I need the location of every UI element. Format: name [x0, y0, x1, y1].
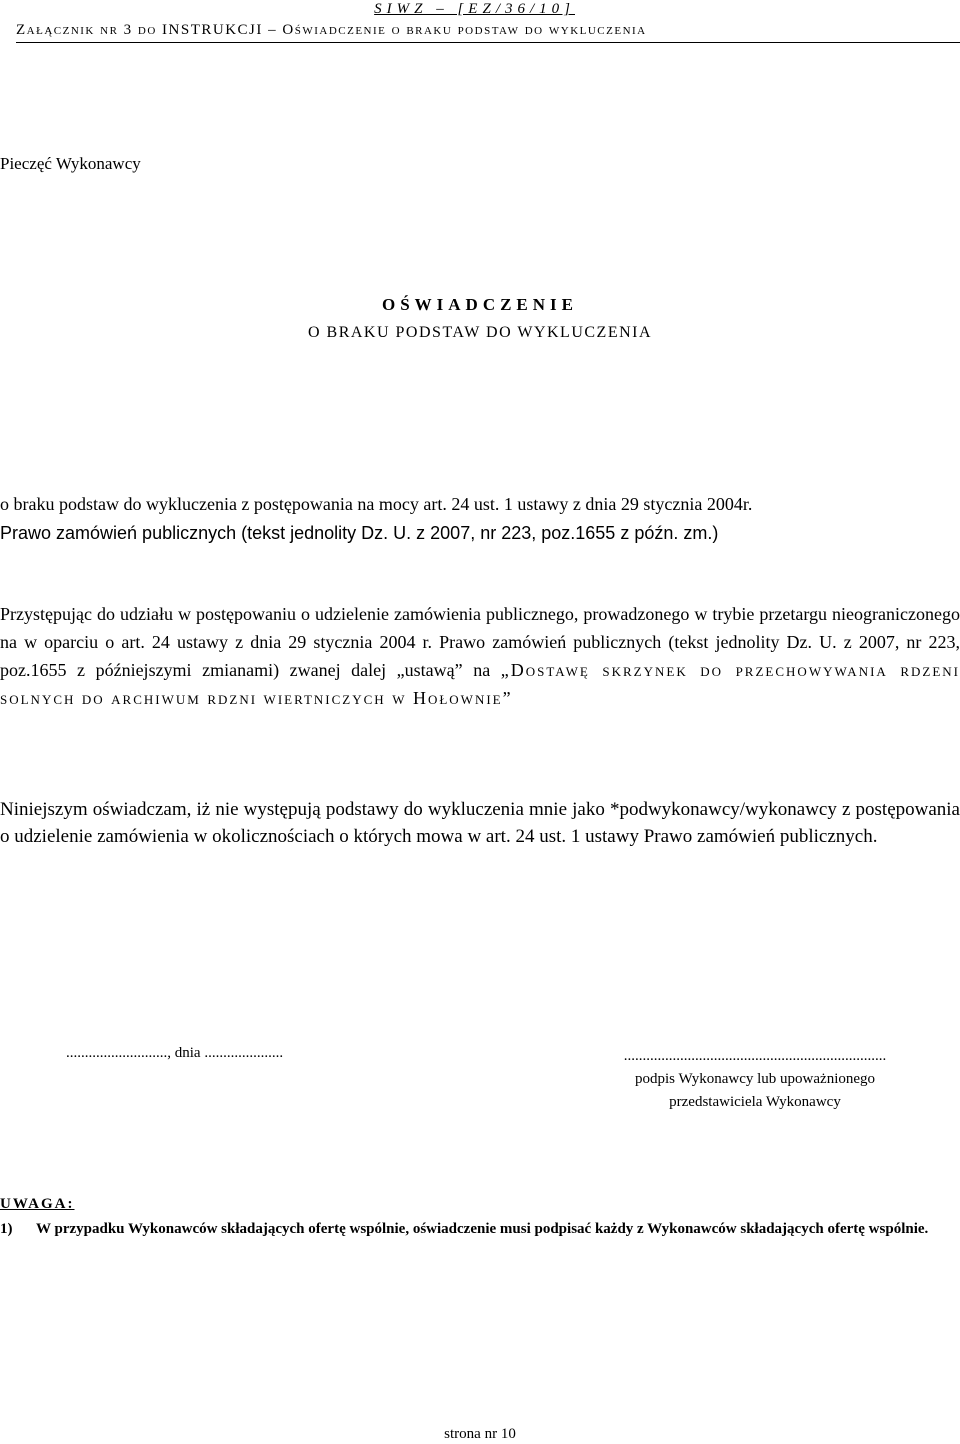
legal-basis-line-2: Prawo zamówień publicznych (tekst jednolity Dz. U. z 2007, nr 223, poz.1655 z późn. zm.) — [0, 523, 719, 543]
declaration-paragraph: Niniejszym oświadczam, iż nie występują podstawy do wykluczenia mnie jako *podwykonawcy/wykonawcy z postępowania o udzielenie zamówienia w okolicznościach o których mowa w art. 24 ust. 1 ustawy Prawo zamówień publicznych. — [0, 799, 960, 847]
page-number: strona nr 10 — [444, 1426, 516, 1442]
contractor-stamp-label: Pieczęć Wykonawcy — [0, 154, 141, 173]
procurement-subject: „Dostawę skrzynek do przechowywania rdzeni solnych do archiwum rdzni wiertniczych w Hołownie” — [0, 660, 960, 708]
note-item — [0, 1218, 960, 1241]
note-item-number: 1) — [0, 1221, 13, 1237]
signature-dots: ...................................................................... — [623, 1048, 887, 1064]
legal-basis-paragraph — [0, 490, 960, 548]
participation-text: Przystępując do udziału w postępowaniu o udzielenie zamówienia publicznego, prowadzonego w trybie przetargu nieograniczonego na w oparciu o art. 24 ustawy z dnia 29 stycznia 2004 r. Prawo zamówień publicznych (tekst jednolity Dz. U. z 2007, nr 223, poz.1655 z późniejszymi zmianami) zwanej dalej „ustawą” na — [0, 604, 960, 680]
note-label: UWAGA: — [0, 1196, 75, 1212]
attachment-header: Załącznik nr 3 do INSTRUKCJI – Oświadczenie o braku podstaw do wykluczenia — [16, 22, 960, 43]
note-item-text: W przypadku Wykonawców składających ofertę wspólnie, oświadczenie musi podpisać każdy z Wykonawców składających ofertę wspólnie. — [36, 1221, 929, 1237]
signature-caption-1: podpis Wykonawcy lub upoważnionego — [634, 1071, 876, 1087]
signature-caption-2: przedstawiciela Wykonawcy — [669, 1094, 841, 1110]
document-subtitle: O BRAKU PODSTAW DO WYKLUCZENIA — [307, 324, 653, 341]
participation-paragraph — [0, 600, 960, 712]
place-date-line: ..........................., dnia ..................... — [66, 1045, 284, 1061]
document-title: OŚWIADCZENIE — [381, 295, 579, 314]
siwz-reference: SIWZ – [EZ/36/10] — [374, 1, 575, 17]
legal-basis-line-1: o braku podstaw do wykluczenia z postępowania na mocy art. 24 ust. 1 ustawy z dnia 29 stycznia 2004r. — [0, 494, 753, 514]
signature-block — [597, 1045, 913, 1114]
